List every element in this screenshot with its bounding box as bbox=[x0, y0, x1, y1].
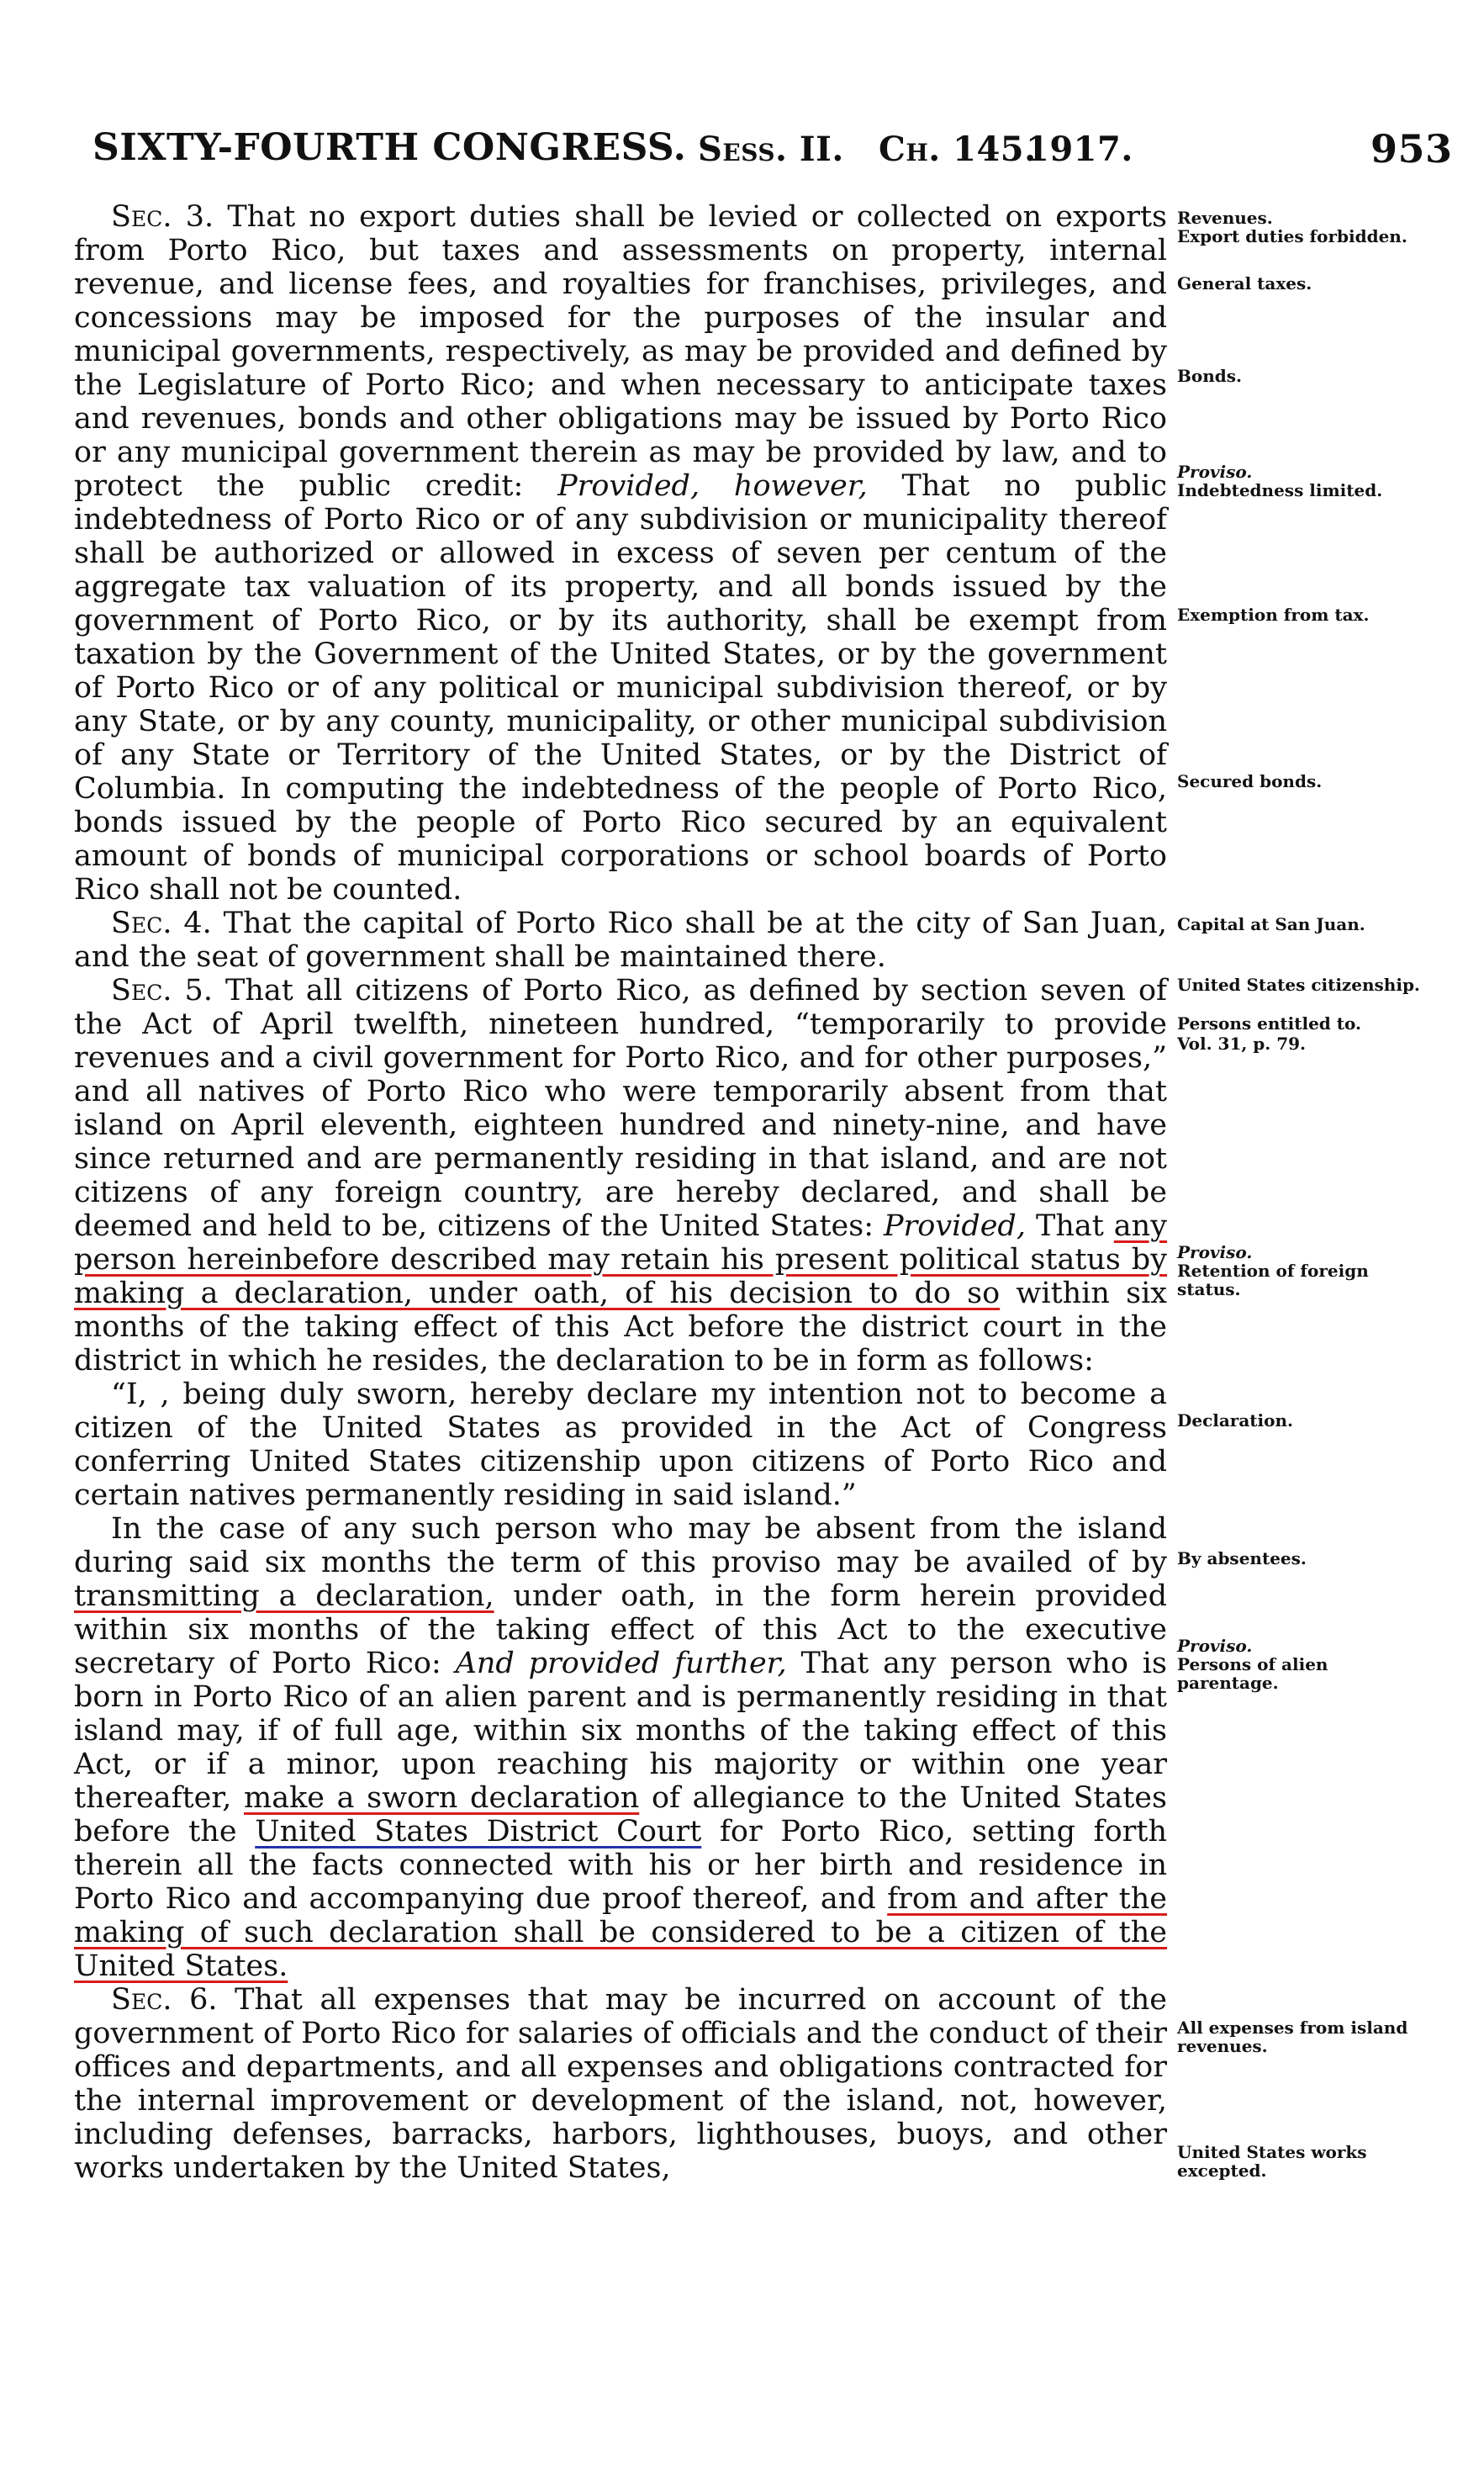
margin-note-exemption: Exemption from tax. bbox=[1177, 605, 1370, 625]
absentee-text-4: of allegiance to the United States before the bbox=[74, 1781, 1167, 1848]
margin-note-declaration: Declaration. bbox=[1177, 1410, 1293, 1431]
section-5-label: Sec. 5. bbox=[111, 974, 213, 1008]
section-5-proviso: Provided, bbox=[884, 1209, 1026, 1243]
absentee-paragraph bbox=[74, 1512, 1167, 1983]
body-text bbox=[74, 200, 1167, 2185]
section-4 bbox=[74, 907, 1167, 974]
section-5-text: That all citizens of Porto Rico, as defined by section seven of the Act of April twelfth, nineteen hundred, “temporarily to provide revenues and a civil government for Porto Rico, and for other purposes,” and all natives of Porto Rico who were temporarily absent from that island on April eleventh, eighteen hundred and ninety-nine, and have since returned and are permanently residing in that island, and are not citizens of any foreign country, are hereby declared, and shall be deemed and held to be, citizens of the United States: bbox=[74, 974, 1168, 1243]
highlighted-citizen-clause: from and after the making of such declaration shall be considered to be a citizen of the United States. bbox=[74, 1882, 1167, 1983]
section-5-that: That bbox=[1035, 1209, 1104, 1243]
margin-note-capital: Capital at San Juan. bbox=[1177, 914, 1365, 934]
margin-note-indebtedness: Indebtedness limited. bbox=[1177, 480, 1383, 500]
margin-note-alien-parentage: Persons of alien parentage. bbox=[1177, 1654, 1328, 1693]
highlighted-district-court: United States District Court bbox=[255, 1815, 702, 1848]
declaration-form bbox=[74, 1378, 1167, 1512]
margin-note-all-expenses: All expenses from island revenues. bbox=[1177, 2018, 1408, 2056]
margin-note-revenues: Revenues. bbox=[1177, 208, 1273, 228]
header-year: 1917. bbox=[1026, 130, 1133, 169]
absentee-text-1: In the case of any such person who may be absent from the island during said six months the term of this proviso may be availed of by bbox=[74, 1512, 1167, 1579]
margin-note-vol: Vol. 31, p. 79. bbox=[1177, 1034, 1307, 1054]
highlighted-sworn-declaration: make a sworn declaration bbox=[244, 1781, 640, 1815]
header-title: SIXTY-FOURTH CONGRESS. bbox=[92, 126, 687, 169]
absentee-text-5: for Porto Rico, setting forth therein all the facts connected with his or her birth and residence in Porto Rico and accompanying due proof thereof, and bbox=[74, 1815, 1167, 1916]
section-6 bbox=[74, 1983, 1167, 2185]
page-number: 953 bbox=[1370, 126, 1453, 172]
margin-note-general-taxes: General taxes. bbox=[1177, 273, 1312, 294]
declaration-text: “I, , being duly sworn, hereby declare my intention not to become a citizen of the United States as provided in the Act of Congress conferring United States citizenship upon citizens of Porto Rico and certain natives permanently residing in said island.” bbox=[74, 1378, 1167, 1512]
margin-note-secured-bonds: Secured bonds. bbox=[1177, 771, 1323, 791]
margin-note-bonds: Bonds. bbox=[1177, 366, 1242, 386]
margin-note-retention: Retention of foreign status. bbox=[1177, 1261, 1369, 1299]
margin-note-persons-entitled: Persons entitled to. bbox=[1177, 1013, 1361, 1034]
highlighted-retain-status: any person hereinbefore described may retain his present political status by making a declaration, under oath, of his decision to do so bbox=[74, 1209, 1167, 1310]
margin-note-citizenship: United States citizenship. bbox=[1177, 975, 1420, 995]
section-4-text: That the capital of Porto Rico shall be at the city of San Juan, and the seat of government shall be maintained there. bbox=[74, 907, 1168, 974]
margin-note-works-excepted: United States works excepted. bbox=[1177, 2142, 1367, 2181]
margin-note-proviso-2: Proviso. bbox=[1177, 1242, 1253, 1262]
highlighted-transmitting-declaration: transmitting a declaration, bbox=[74, 1579, 494, 1613]
section-3-text: That no export duties shall be levied or collected on exports from Porto Rico, but taxes and assessments on property, internal revenue, and license fees, and royalties for franchises, privileges, and concessions may be imposed for the purposes of the insular and municipal governments, respectively, as may be provided and defined by the Legislature of Porto Rico; and when necessary to anticipate taxes and revenues, bonds and other obligations may be issued by Porto Rico or any municipal government therein as may be provided by law, and to protect the public credit: bbox=[74, 200, 1167, 503]
margin-note-export-duties: Export duties forbidden. bbox=[1177, 226, 1407, 246]
absentee-proviso: And provided further, bbox=[455, 1647, 787, 1680]
margin-note-proviso-1: Proviso. bbox=[1177, 462, 1253, 482]
section-3-proviso: Provided, however, bbox=[557, 469, 868, 503]
absentee-text-2: under oath, in the form herein provided within six months of the taking effect of this Act to the executive secretary of Porto Rico: bbox=[74, 1579, 1167, 1680]
section-4-label: Sec. 4. bbox=[111, 907, 212, 940]
section-3-label: Sec. 3. bbox=[111, 200, 214, 234]
absentee-text-3: That any person who is born in Porto Rico of an alien parent and is permanently residing in that island may, if of full age, within six months of the taking effect of this Act, or if a minor, upon reaching his majority or within one year thereafter, bbox=[74, 1647, 1167, 1815]
section-3-text-2: That no public indebtedness of Porto Rico or of any subdivision or municipality thereof shall be authorized or allowed in excess of seven per centum of the aggregate tax valuation of its property, and all bonds issued by the government of Porto Rico, or by its authority, shall be exempt from taxation by the Government of the United States, or by the government of Porto Rico or of any political or municipal subdivision thereof, or by any State, or by any county, municipality, or other municipal subdivision of any State or Territory of the United States, or by the District of Columbia. In computing the indebtedness of the people of Porto Rico, bonds issued by the people of Porto Rico secured by an equivalent amount of bonds of municipal corporations or school boards of Porto Rico shall not be counted. bbox=[74, 469, 1167, 907]
header-session: Sess. II. bbox=[698, 130, 844, 169]
section-6-text: That all expenses that may be incurred on account of the government of Porto Rico for salaries of officials and the conduct of their offices and departments, and all expenses and obligations contracted for the internal improvement or development of the island, not, however, including defenses, barracks, harbors, lighthouses, buoys, and other works undertaken by the United States, bbox=[74, 1983, 1167, 2185]
section-5 bbox=[74, 974, 1167, 1378]
section-5-text-2: within six months of the taking effect of this Act before the district court in the district in which he resides, the declaration to be in form as follows: bbox=[74, 1277, 1168, 1378]
section-3 bbox=[74, 200, 1167, 907]
section-6-label: Sec. 6. bbox=[111, 1983, 218, 2017]
margin-note-proviso-3: Proviso. bbox=[1177, 1636, 1253, 1656]
margin-note-absentees: By absentees. bbox=[1177, 1548, 1307, 1568]
header-chapter: Ch. 145. bbox=[879, 130, 1037, 169]
